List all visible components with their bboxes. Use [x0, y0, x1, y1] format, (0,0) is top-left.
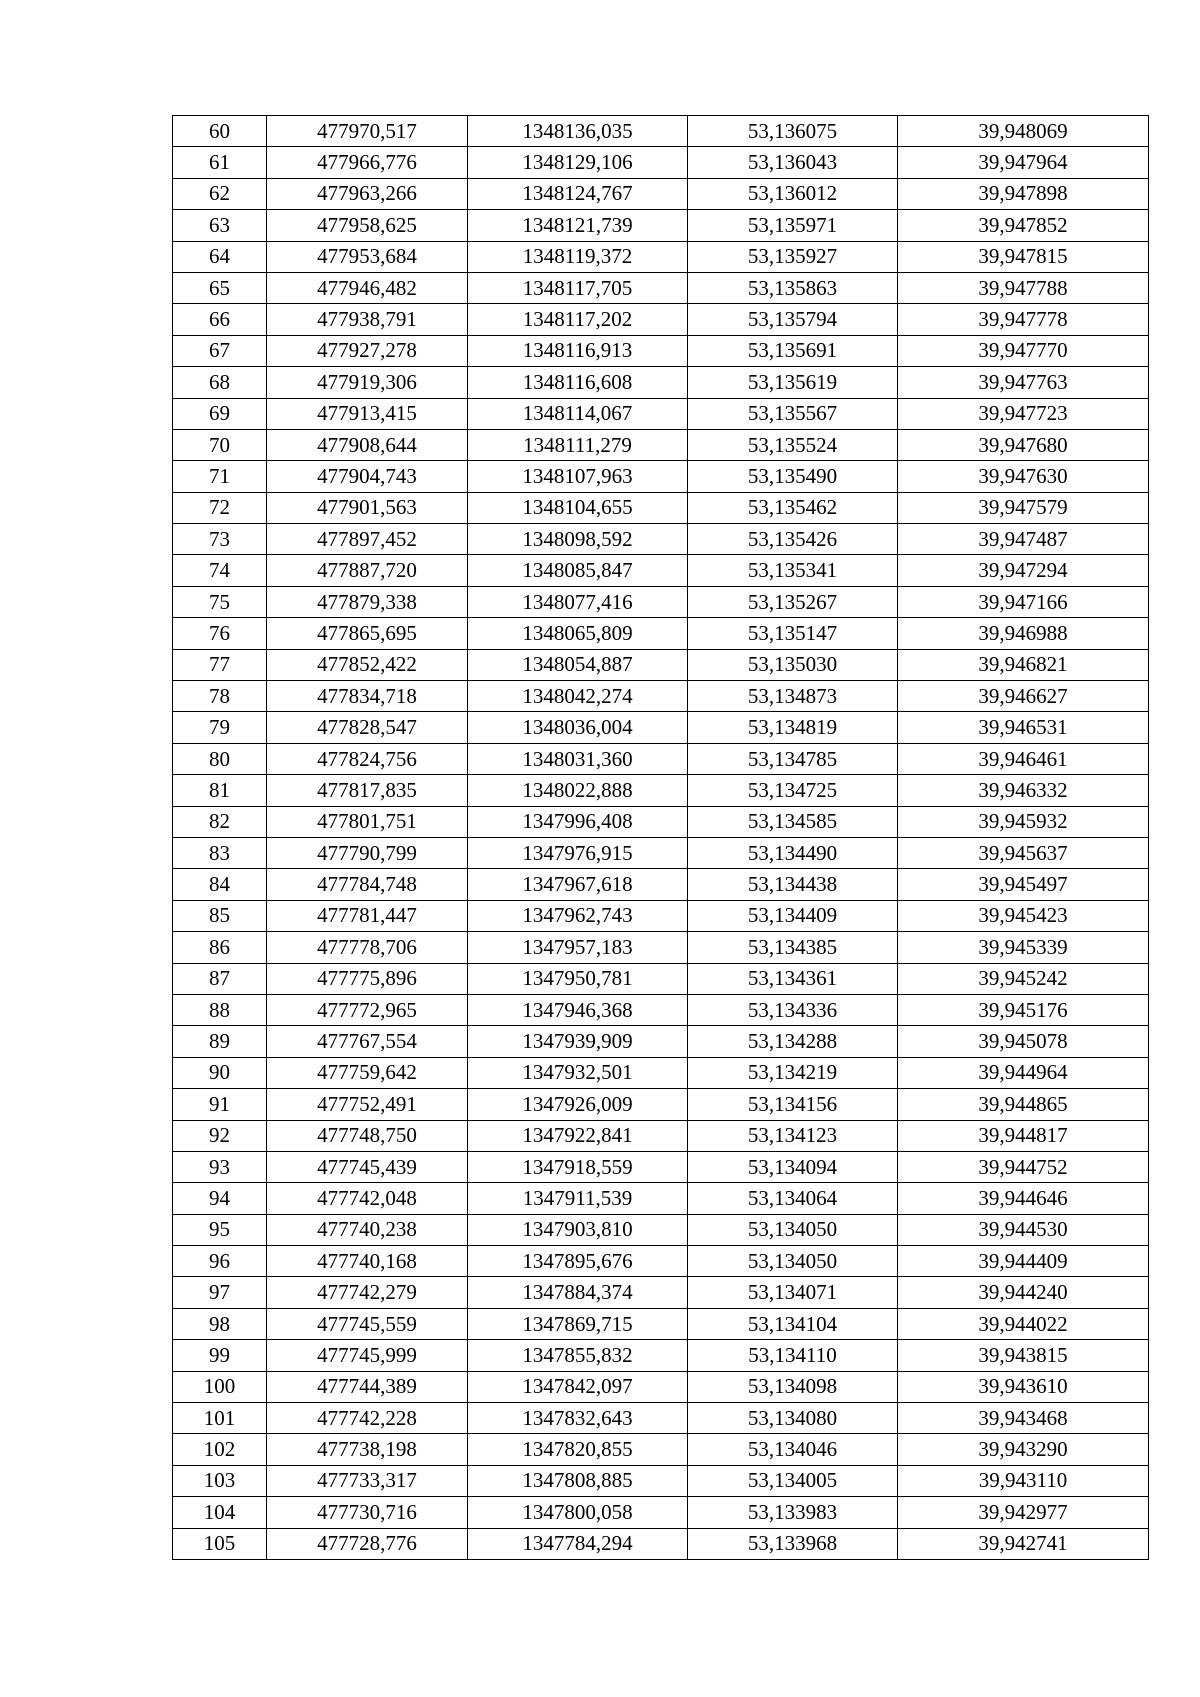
x-coordinate-cell: 477887,720 — [267, 555, 468, 586]
longitude-cell: 39,947166 — [898, 586, 1149, 617]
table-row — [173, 1277, 1149, 1308]
latitude-cell: 53,134064 — [688, 1183, 898, 1214]
latitude-cell: 53,134080 — [688, 1403, 898, 1434]
longitude-cell: 39,944022 — [898, 1308, 1149, 1339]
longitude-cell: 39,946531 — [898, 712, 1149, 743]
x-coordinate-cell: 477824,756 — [267, 743, 468, 774]
point-number-cell: 98 — [173, 1308, 267, 1339]
table-row — [173, 429, 1149, 460]
y-coordinate-cell: 1348077,416 — [468, 586, 688, 617]
longitude-cell: 39,943815 — [898, 1340, 1149, 1371]
table-row — [173, 1497, 1149, 1528]
x-coordinate-cell: 477834,718 — [267, 681, 468, 712]
longitude-cell: 39,947723 — [898, 398, 1149, 429]
table-row — [173, 524, 1149, 555]
table-row — [173, 178, 1149, 209]
longitude-cell: 39,947815 — [898, 241, 1149, 272]
point-number-cell: 73 — [173, 524, 267, 555]
point-number-cell: 74 — [173, 555, 267, 586]
point-number-cell: 97 — [173, 1277, 267, 1308]
point-number-cell: 88 — [173, 994, 267, 1025]
x-coordinate-cell: 477772,965 — [267, 994, 468, 1025]
x-coordinate-cell: 477852,422 — [267, 649, 468, 680]
longitude-cell: 39,943610 — [898, 1371, 1149, 1402]
latitude-cell: 53,135794 — [688, 304, 898, 335]
table-row — [173, 1183, 1149, 1214]
x-coordinate-cell: 477901,563 — [267, 492, 468, 523]
point-number-cell: 63 — [173, 210, 267, 241]
table-row — [173, 1528, 1149, 1559]
table-row — [173, 1057, 1149, 1088]
latitude-cell: 53,134288 — [688, 1026, 898, 1057]
x-coordinate-cell: 477970,517 — [267, 116, 468, 147]
x-coordinate-cell: 477742,279 — [267, 1277, 468, 1308]
latitude-cell: 53,135490 — [688, 461, 898, 492]
y-coordinate-cell: 1347842,097 — [468, 1371, 688, 1402]
latitude-cell: 53,134585 — [688, 806, 898, 837]
longitude-cell: 39,944646 — [898, 1183, 1149, 1214]
table-row — [173, 806, 1149, 837]
longitude-cell: 39,944817 — [898, 1120, 1149, 1151]
latitude-cell: 53,136012 — [688, 178, 898, 209]
y-coordinate-cell: 1348065,809 — [468, 618, 688, 649]
y-coordinate-cell: 1347957,183 — [468, 932, 688, 963]
y-coordinate-cell: 1348136,035 — [468, 116, 688, 147]
point-number-cell: 64 — [173, 241, 267, 272]
table-row — [173, 335, 1149, 366]
longitude-cell: 39,947788 — [898, 272, 1149, 303]
longitude-cell: 39,944240 — [898, 1277, 1149, 1308]
point-number-cell: 77 — [173, 649, 267, 680]
longitude-cell: 39,946821 — [898, 649, 1149, 680]
point-number-cell: 92 — [173, 1120, 267, 1151]
y-coordinate-cell: 1348098,592 — [468, 524, 688, 555]
y-coordinate-cell: 1347922,841 — [468, 1120, 688, 1151]
point-number-cell: 94 — [173, 1183, 267, 1214]
latitude-cell: 53,134336 — [688, 994, 898, 1025]
y-coordinate-cell: 1347820,855 — [468, 1434, 688, 1465]
x-coordinate-cell: 477938,791 — [267, 304, 468, 335]
table-row — [173, 1465, 1149, 1496]
longitude-cell: 39,945637 — [898, 837, 1149, 868]
point-number-cell: 84 — [173, 869, 267, 900]
point-number-cell: 104 — [173, 1497, 267, 1528]
table-row — [173, 1308, 1149, 1339]
latitude-cell: 53,134725 — [688, 775, 898, 806]
table-row — [173, 367, 1149, 398]
longitude-cell: 39,945339 — [898, 932, 1149, 963]
y-coordinate-cell: 1347962,743 — [468, 900, 688, 931]
x-coordinate-cell: 477738,198 — [267, 1434, 468, 1465]
latitude-cell: 53,133983 — [688, 1497, 898, 1528]
x-coordinate-cell: 477778,706 — [267, 932, 468, 963]
y-coordinate-cell: 1347869,715 — [468, 1308, 688, 1339]
longitude-cell: 39,942977 — [898, 1497, 1149, 1528]
longitude-cell: 39,945176 — [898, 994, 1149, 1025]
table-row — [173, 1371, 1149, 1402]
table-row — [173, 1151, 1149, 1182]
longitude-cell: 39,947852 — [898, 210, 1149, 241]
point-number-cell: 85 — [173, 900, 267, 931]
y-coordinate-cell: 1348054,887 — [468, 649, 688, 680]
table-row — [173, 994, 1149, 1025]
point-number-cell: 100 — [173, 1371, 267, 1402]
longitude-cell: 39,945078 — [898, 1026, 1149, 1057]
point-number-cell: 66 — [173, 304, 267, 335]
longitude-cell: 39,947898 — [898, 178, 1149, 209]
table-row — [173, 618, 1149, 649]
longitude-cell: 39,948069 — [898, 116, 1149, 147]
latitude-cell: 53,135619 — [688, 367, 898, 398]
table-row — [173, 681, 1149, 712]
latitude-cell: 53,134409 — [688, 900, 898, 931]
table-row — [173, 1089, 1149, 1120]
longitude-cell: 39,947778 — [898, 304, 1149, 335]
x-coordinate-cell: 477733,317 — [267, 1465, 468, 1496]
x-coordinate-cell: 477740,168 — [267, 1246, 468, 1277]
x-coordinate-cell: 477745,439 — [267, 1151, 468, 1182]
table-row — [173, 555, 1149, 586]
y-coordinate-cell: 1347911,539 — [468, 1183, 688, 1214]
longitude-cell: 39,942741 — [898, 1528, 1149, 1559]
y-coordinate-cell: 1348107,963 — [468, 461, 688, 492]
table-row — [173, 837, 1149, 868]
y-coordinate-cell: 1348117,202 — [468, 304, 688, 335]
y-coordinate-cell: 1347926,009 — [468, 1089, 688, 1120]
point-number-cell: 67 — [173, 335, 267, 366]
latitude-cell: 53,134050 — [688, 1214, 898, 1245]
table-row — [173, 712, 1149, 743]
table-row — [173, 147, 1149, 178]
point-number-cell: 83 — [173, 837, 267, 868]
x-coordinate-cell: 477801,751 — [267, 806, 468, 837]
table-row — [173, 1246, 1149, 1277]
x-coordinate-cell: 477958,625 — [267, 210, 468, 241]
y-coordinate-cell: 1348119,372 — [468, 241, 688, 272]
x-coordinate-cell: 477904,743 — [267, 461, 468, 492]
latitude-cell: 53,134156 — [688, 1089, 898, 1120]
latitude-cell: 53,134046 — [688, 1434, 898, 1465]
longitude-cell: 39,946332 — [898, 775, 1149, 806]
longitude-cell: 39,945423 — [898, 900, 1149, 931]
x-coordinate-cell: 477927,278 — [267, 335, 468, 366]
y-coordinate-cell: 1347939,909 — [468, 1026, 688, 1057]
latitude-cell: 53,135927 — [688, 241, 898, 272]
table-row — [173, 775, 1149, 806]
x-coordinate-cell: 477742,228 — [267, 1403, 468, 1434]
latitude-cell: 53,134873 — [688, 681, 898, 712]
point-number-cell: 80 — [173, 743, 267, 774]
longitude-cell: 39,943468 — [898, 1403, 1149, 1434]
latitude-cell: 53,134071 — [688, 1277, 898, 1308]
point-number-cell: 70 — [173, 429, 267, 460]
longitude-cell: 39,944752 — [898, 1151, 1149, 1182]
point-number-cell: 91 — [173, 1089, 267, 1120]
point-number-cell: 62 — [173, 178, 267, 209]
longitude-cell: 39,947294 — [898, 555, 1149, 586]
y-coordinate-cell: 1347832,643 — [468, 1403, 688, 1434]
table-row — [173, 492, 1149, 523]
point-number-cell: 90 — [173, 1057, 267, 1088]
x-coordinate-cell: 477817,835 — [267, 775, 468, 806]
table-row — [173, 116, 1149, 147]
longitude-cell: 39,945497 — [898, 869, 1149, 900]
table-row — [173, 241, 1149, 272]
table-row — [173, 869, 1149, 900]
table-row — [173, 963, 1149, 994]
point-number-cell: 65 — [173, 272, 267, 303]
y-coordinate-cell: 1347967,618 — [468, 869, 688, 900]
x-coordinate-cell: 477946,482 — [267, 272, 468, 303]
longitude-cell: 39,946461 — [898, 743, 1149, 774]
table-row — [173, 1340, 1149, 1371]
point-number-cell: 60 — [173, 116, 267, 147]
y-coordinate-cell: 1347855,832 — [468, 1340, 688, 1371]
latitude-cell: 53,134361 — [688, 963, 898, 994]
point-number-cell: 93 — [173, 1151, 267, 1182]
x-coordinate-cell: 477740,238 — [267, 1214, 468, 1245]
table-row — [173, 900, 1149, 931]
coordinates-table — [172, 115, 1149, 1560]
x-coordinate-cell: 477879,338 — [267, 586, 468, 617]
longitude-cell: 39,943290 — [898, 1434, 1149, 1465]
x-coordinate-cell: 477784,748 — [267, 869, 468, 900]
y-coordinate-cell: 1347918,559 — [468, 1151, 688, 1182]
x-coordinate-cell: 477775,896 — [267, 963, 468, 994]
point-number-cell: 79 — [173, 712, 267, 743]
point-number-cell: 105 — [173, 1528, 267, 1559]
y-coordinate-cell: 1348116,608 — [468, 367, 688, 398]
x-coordinate-cell: 477745,559 — [267, 1308, 468, 1339]
latitude-cell: 53,134123 — [688, 1120, 898, 1151]
latitude-cell: 53,135691 — [688, 335, 898, 366]
table-row — [173, 210, 1149, 241]
table-row — [173, 398, 1149, 429]
x-coordinate-cell: 477790,799 — [267, 837, 468, 868]
latitude-cell: 53,134219 — [688, 1057, 898, 1088]
x-coordinate-cell: 477730,716 — [267, 1497, 468, 1528]
table-row — [173, 461, 1149, 492]
table-row — [173, 1120, 1149, 1151]
longitude-cell: 39,947579 — [898, 492, 1149, 523]
longitude-cell: 39,943110 — [898, 1465, 1149, 1496]
x-coordinate-cell: 477742,048 — [267, 1183, 468, 1214]
point-number-cell: 81 — [173, 775, 267, 806]
latitude-cell: 53,135567 — [688, 398, 898, 429]
point-number-cell: 78 — [173, 681, 267, 712]
point-number-cell: 102 — [173, 1434, 267, 1465]
y-coordinate-cell: 1348121,739 — [468, 210, 688, 241]
y-coordinate-cell: 1347903,810 — [468, 1214, 688, 1245]
latitude-cell: 53,134490 — [688, 837, 898, 868]
longitude-cell: 39,944530 — [898, 1214, 1149, 1245]
y-coordinate-cell: 1348036,004 — [468, 712, 688, 743]
longitude-cell: 39,946627 — [898, 681, 1149, 712]
longitude-cell: 39,946988 — [898, 618, 1149, 649]
latitude-cell: 53,134785 — [688, 743, 898, 774]
y-coordinate-cell: 1347895,676 — [468, 1246, 688, 1277]
longitude-cell: 39,947763 — [898, 367, 1149, 398]
y-coordinate-cell: 1347996,408 — [468, 806, 688, 837]
table-row — [173, 304, 1149, 335]
point-number-cell: 103 — [173, 1465, 267, 1496]
y-coordinate-cell: 1348031,360 — [468, 743, 688, 774]
x-coordinate-cell: 477752,491 — [267, 1089, 468, 1120]
latitude-cell: 53,133968 — [688, 1528, 898, 1559]
y-coordinate-cell: 1348042,274 — [468, 681, 688, 712]
y-coordinate-cell: 1347800,058 — [468, 1497, 688, 1528]
latitude-cell: 53,135147 — [688, 618, 898, 649]
point-number-cell: 71 — [173, 461, 267, 492]
latitude-cell: 53,136043 — [688, 147, 898, 178]
point-number-cell: 69 — [173, 398, 267, 429]
x-coordinate-cell: 477908,644 — [267, 429, 468, 460]
y-coordinate-cell: 1347932,501 — [468, 1057, 688, 1088]
latitude-cell: 53,135863 — [688, 272, 898, 303]
y-coordinate-cell: 1348116,913 — [468, 335, 688, 366]
x-coordinate-cell: 477744,389 — [267, 1371, 468, 1402]
point-number-cell: 61 — [173, 147, 267, 178]
latitude-cell: 53,136075 — [688, 116, 898, 147]
y-coordinate-cell: 1348104,655 — [468, 492, 688, 523]
y-coordinate-cell: 1347976,915 — [468, 837, 688, 868]
latitude-cell: 53,134110 — [688, 1340, 898, 1371]
point-number-cell: 99 — [173, 1340, 267, 1371]
point-number-cell: 87 — [173, 963, 267, 994]
table-row — [173, 649, 1149, 680]
latitude-cell: 53,135524 — [688, 429, 898, 460]
x-coordinate-cell: 477865,695 — [267, 618, 468, 649]
x-coordinate-cell: 477781,447 — [267, 900, 468, 931]
latitude-cell: 53,135267 — [688, 586, 898, 617]
point-number-cell: 95 — [173, 1214, 267, 1245]
longitude-cell: 39,944964 — [898, 1057, 1149, 1088]
latitude-cell: 53,135030 — [688, 649, 898, 680]
latitude-cell: 53,134438 — [688, 869, 898, 900]
latitude-cell: 53,135426 — [688, 524, 898, 555]
longitude-cell: 39,947487 — [898, 524, 1149, 555]
y-coordinate-cell: 1347950,781 — [468, 963, 688, 994]
latitude-cell: 53,134819 — [688, 712, 898, 743]
longitude-cell: 39,947964 — [898, 147, 1149, 178]
latitude-cell: 53,134385 — [688, 932, 898, 963]
x-coordinate-cell: 477728,776 — [267, 1528, 468, 1559]
y-coordinate-cell: 1348114,067 — [468, 398, 688, 429]
latitude-cell: 53,135341 — [688, 555, 898, 586]
x-coordinate-cell: 477748,750 — [267, 1120, 468, 1151]
point-number-cell: 68 — [173, 367, 267, 398]
point-number-cell: 101 — [173, 1403, 267, 1434]
table-row — [173, 1026, 1149, 1057]
x-coordinate-cell: 477963,266 — [267, 178, 468, 209]
table-row — [173, 1214, 1149, 1245]
point-number-cell: 75 — [173, 586, 267, 617]
latitude-cell: 53,134104 — [688, 1308, 898, 1339]
x-coordinate-cell: 477966,776 — [267, 147, 468, 178]
latitude-cell: 53,135971 — [688, 210, 898, 241]
y-coordinate-cell: 1347808,885 — [468, 1465, 688, 1496]
x-coordinate-cell: 477759,642 — [267, 1057, 468, 1088]
table-row — [173, 743, 1149, 774]
longitude-cell: 39,947630 — [898, 461, 1149, 492]
longitude-cell: 39,944409 — [898, 1246, 1149, 1277]
x-coordinate-cell: 477745,999 — [267, 1340, 468, 1371]
longitude-cell: 39,945242 — [898, 963, 1149, 994]
x-coordinate-cell: 477919,306 — [267, 367, 468, 398]
latitude-cell: 53,134005 — [688, 1465, 898, 1496]
point-number-cell: 96 — [173, 1246, 267, 1277]
table-row — [173, 586, 1149, 617]
table-row — [173, 1434, 1149, 1465]
longitude-cell: 39,945932 — [898, 806, 1149, 837]
y-coordinate-cell: 1348111,279 — [468, 429, 688, 460]
latitude-cell: 53,134094 — [688, 1151, 898, 1182]
point-number-cell: 82 — [173, 806, 267, 837]
latitude-cell: 53,134050 — [688, 1246, 898, 1277]
x-coordinate-cell: 477767,554 — [267, 1026, 468, 1057]
point-number-cell: 76 — [173, 618, 267, 649]
point-number-cell: 89 — [173, 1026, 267, 1057]
table-row — [173, 932, 1149, 963]
y-coordinate-cell: 1348022,888 — [468, 775, 688, 806]
y-coordinate-cell: 1347884,374 — [468, 1277, 688, 1308]
y-coordinate-cell: 1348129,106 — [468, 147, 688, 178]
coordinates-table-body — [173, 116, 1149, 1560]
x-coordinate-cell: 477828,547 — [267, 712, 468, 743]
y-coordinate-cell: 1348085,847 — [468, 555, 688, 586]
longitude-cell: 39,947680 — [898, 429, 1149, 460]
x-coordinate-cell: 477953,684 — [267, 241, 468, 272]
y-coordinate-cell: 1347784,294 — [468, 1528, 688, 1559]
point-number-cell: 86 — [173, 932, 267, 963]
table-row — [173, 1403, 1149, 1434]
latitude-cell: 53,134098 — [688, 1371, 898, 1402]
y-coordinate-cell: 1348117,705 — [468, 272, 688, 303]
latitude-cell: 53,135462 — [688, 492, 898, 523]
longitude-cell: 39,947770 — [898, 335, 1149, 366]
x-coordinate-cell: 477913,415 — [267, 398, 468, 429]
point-number-cell: 72 — [173, 492, 267, 523]
table-row — [173, 272, 1149, 303]
y-coordinate-cell: 1347946,368 — [468, 994, 688, 1025]
y-coordinate-cell: 1348124,767 — [468, 178, 688, 209]
longitude-cell: 39,944865 — [898, 1089, 1149, 1120]
x-coordinate-cell: 477897,452 — [267, 524, 468, 555]
